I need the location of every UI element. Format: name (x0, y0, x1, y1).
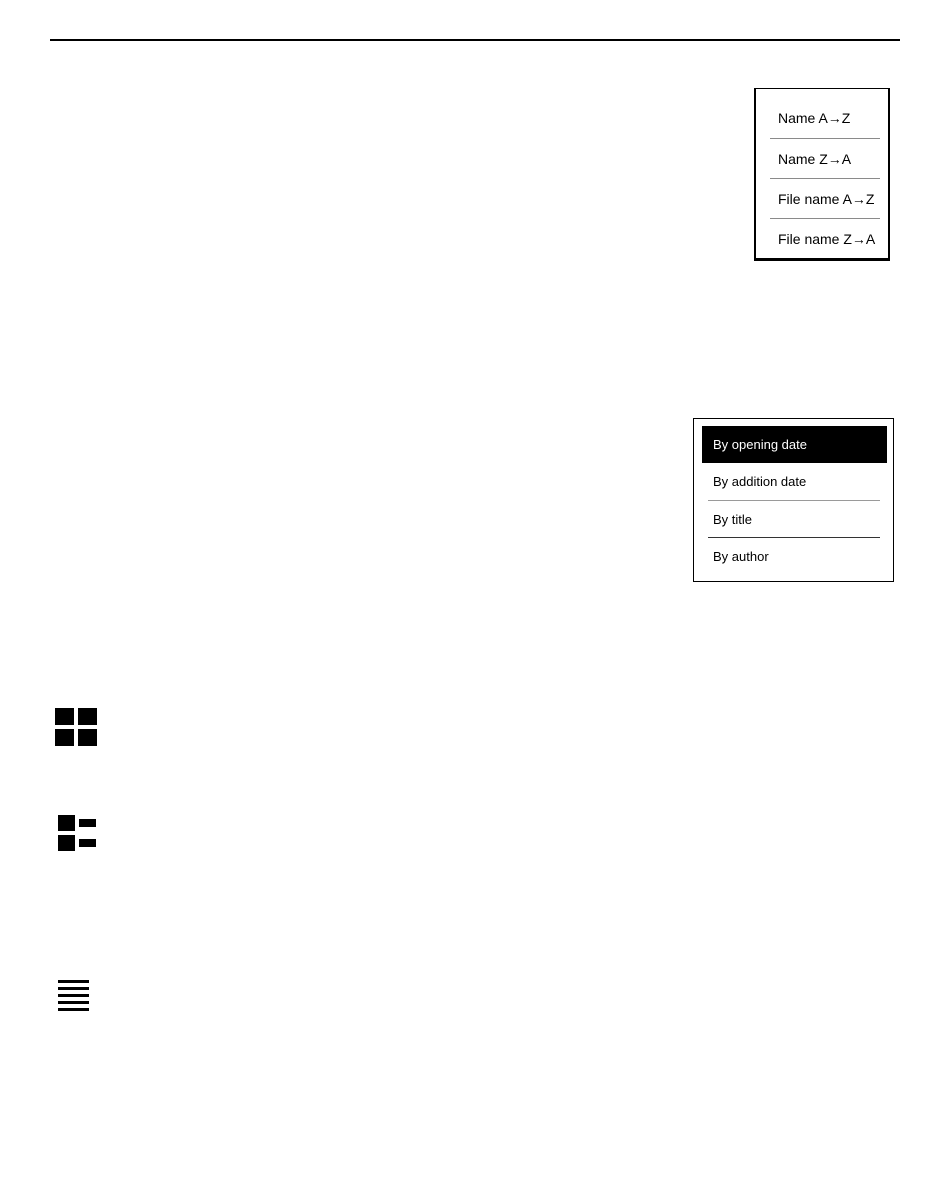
menu-item-name-z-a[interactable]: Name Z→A (770, 138, 880, 178)
menu-item-by-title[interactable]: By title (708, 500, 880, 537)
menu-item-by-opening-date[interactable]: By opening date (702, 426, 887, 463)
top-rule (50, 39, 900, 41)
menu-item-name-a-z[interactable]: Name A→Z (778, 110, 851, 126)
menu-item-file-name-z-a[interactable]: File name Z→A (770, 218, 880, 258)
filename-sort-menu (754, 88, 890, 261)
view-tiles-icon[interactable] (55, 708, 97, 746)
book-sort-menu (693, 418, 894, 582)
view-detailed-list-icon[interactable] (57, 815, 97, 853)
menu-item-by-author[interactable]: By author (708, 537, 880, 574)
menu-item-file-name-a-z[interactable]: File name A→Z (770, 178, 880, 218)
view-list-icon[interactable] (58, 979, 90, 1011)
menu-item-by-addition-date[interactable]: By addition date (713, 474, 807, 489)
